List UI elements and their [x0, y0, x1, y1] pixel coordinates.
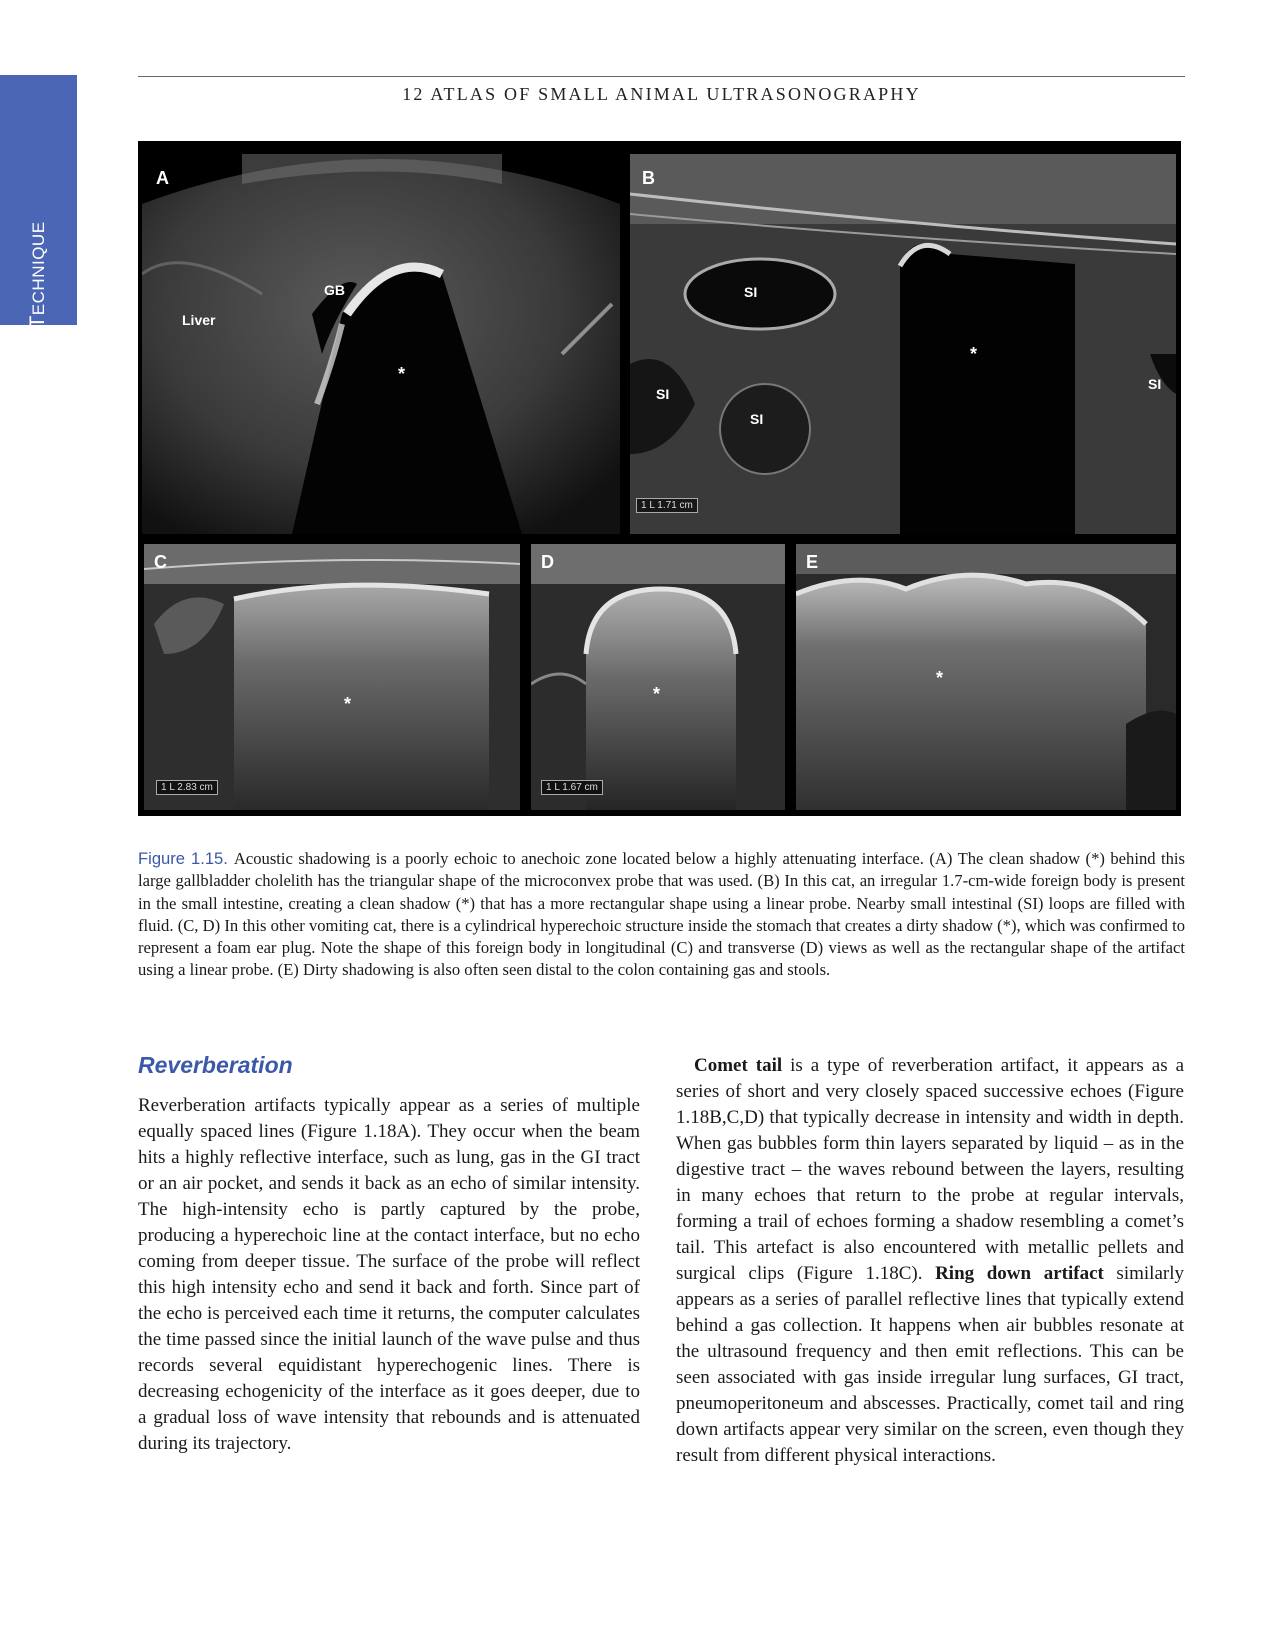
panel-b-image: [630, 154, 1176, 534]
ring-down-paragraph: similarly appears as a series of parallel reflective lines that typically extend behind a gas collection. It happens when air bubbles resonate at the ultrasound frequency and then emit reflections. This can be seen associated with gas inside irregular lung surfaces, GI tract, pneumoperitoneum and abscesses. Practically, comet tail and ring down artifacts appear very similar on the screen, even though they result from different physical interactions.: [676, 1263, 1184, 1466]
panel-e-image: [796, 544, 1176, 810]
figure-caption: [138, 848, 1185, 982]
si-label-1: SI: [744, 284, 758, 300]
header-rule: [138, 76, 1185, 77]
section-side-tab: [0, 75, 77, 329]
figure-caption-text: Acoustic shadowing is a poorly echoic to anechoic zone located below a highly attenuating interface. (A) The clean shadow (*) behind this large gallbladder cholelith has the triangular shape of the microconvex probe that was used. (B) In this cat, an irregular 1.7-cm-wide foreign body is present in the small intestine, creating a clean shadow (*) that has a more rectangular shape using a linear probe. Nearby small intestinal (SI) loops are filled with fluid. (C, D) In this other vomiting cat, there is a cylindrical hyperechoic structure inside the stomach that creates a dirty shadow (*), which was confirmed to represent a foam ear plug. Note the shape of this foreign body in longitudinal (C) and transverse (D) views as well as the rectangular shape of the artifact using a linear probe. (E) Dirty shadowing is also often seen distal to the colon containing gas and stools.: [138, 849, 1185, 980]
ring-down-term: Ring down artifact: [935, 1263, 1104, 1284]
measurement-box-c: 1 L 2.83 cm: [156, 780, 218, 795]
panel-c-ultrasound: [144, 544, 520, 810]
gallbladder-label: GB: [324, 282, 345, 298]
si-label-2: SI: [656, 386, 670, 402]
si-label-3: SI: [750, 411, 764, 427]
section-heading: Reverberation: [138, 1052, 293, 1078]
shadow-marker-d: *: [653, 684, 661, 704]
panel-c-letter: C: [154, 552, 167, 572]
panel-e-ultrasound: [796, 544, 1176, 810]
shadow-marker-b: *: [970, 344, 978, 364]
figure-1-15: [138, 141, 1181, 816]
panel-e-letter: E: [806, 552, 819, 572]
panel-d-letter: D: [541, 552, 554, 572]
si-label-4: SI: [1148, 376, 1162, 392]
shadow-marker-c: *: [344, 694, 352, 714]
running-head: 12 ATLAS OF SMALL ANIMAL ULTRASONOGRAPHY: [402, 84, 921, 104]
panel-a-ultrasound: [142, 154, 620, 534]
panel-b-letter: B: [642, 168, 655, 188]
right-column-text: [676, 1053, 1184, 1469]
panel-d-ultrasound: [531, 544, 785, 810]
side-tab-label: TECHNIQUE: [26, 221, 49, 329]
panel-d-image: [531, 544, 785, 810]
measurement-box-b: 1 L 1.71 cm: [636, 498, 698, 513]
shadow-marker-e: *: [936, 668, 944, 688]
panel-b-ultrasound: [630, 154, 1176, 534]
left-column-text: Reverberation artifacts typically appear as a series of multiple equally spaced lines (Figure 1.18A). They occur when the beam hits a highly reflective interface, such as lung, gas in the GI tract or an air pocket, and sends it back as an echo of similar intensity. The high-intensity echo is partly captured by the probe, producing a hyperechoic line at the contact interface, but no echo coming from deeper tissue. The surface of the probe will reflect this high intensity echo and send it back and forth. Since part of the echo is perceived each time it returns, the computer calculates the time passed since the initial launch of the wave pulse and thus records several equidistant hyperechogenic lines. There is decreasing echogenicity of the interface as it goes deeper, due to a gradual loss of wave intensity that rebounds and is attenuated during its trajectory.: [138, 1095, 640, 1454]
comet-tail-paragraph: is a type of reverberation artifact, it appears as a series of short and very closely spaced successive echoes (Figure 1.18B,C,D) that typically decrease in intensity and width in depth. When gas bubbles form thin layers separated by liquid – as in the digestive tract – the waves rebound between the layers, resulting in many echoes that return to the probe at regular intervals, forming a trail of echoes forming a shadow resembling a comet’s tail. This artefact is also encountered with metallic pellets and surgical clips (Figure 1.18C).: [676, 1055, 1184, 1284]
panel-c-image: [144, 544, 520, 810]
panel-a-image: [142, 154, 620, 534]
comet-tail-term: Comet tail: [694, 1055, 783, 1076]
panel-a-letter: A: [156, 168, 169, 188]
measurement-box-d: 1 L 1.67 cm: [541, 780, 603, 795]
liver-label: Liver: [182, 312, 216, 328]
shadow-marker-a: *: [398, 364, 406, 384]
figure-caption-label: Figure 1.15.: [138, 849, 228, 868]
